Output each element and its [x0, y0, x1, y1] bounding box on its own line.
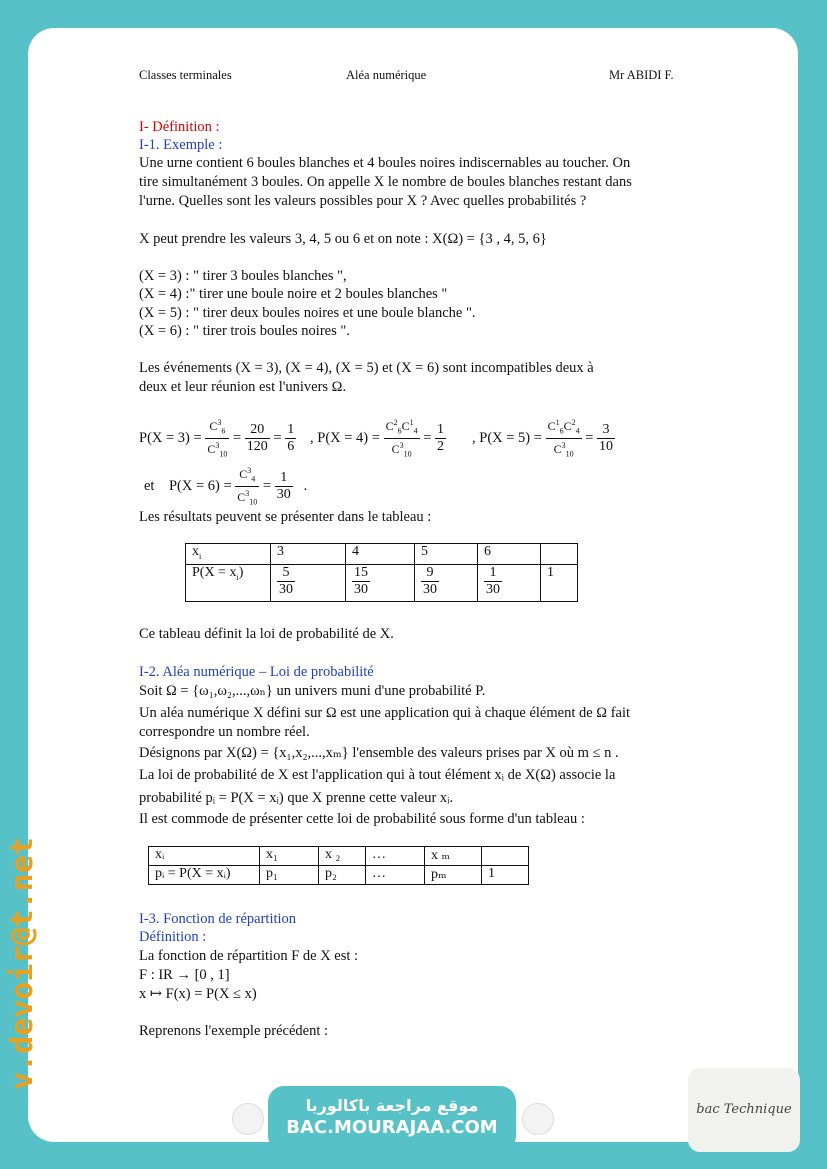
formula-p4-lhs: , P(X = 4) =	[310, 430, 380, 447]
table-cell: xᵢ	[149, 847, 260, 866]
formula-p6-lhs: P(X = 6) =	[168, 478, 232, 495]
header-author: Mr ABIDI F.	[609, 68, 674, 82]
table-cell	[482, 847, 529, 866]
table-cell: pᵢ = P(X = xᵢ)	[149, 866, 260, 885]
example-line-3: l'urne. Quelles sont les valeurs possibles pour X ? Avec quelles probabilités ?	[139, 193, 587, 209]
s3-line-1: La fonction de répartition F de X est :	[139, 948, 359, 964]
example-line-1: Une urne contient 6 boules blanches et 4 boules noires indiscernables au toucher. On	[139, 155, 631, 171]
formula-p5-lhs: , P(X = 5) =	[472, 430, 542, 447]
table-cell: …	[366, 866, 425, 885]
event-3: (X = 5) : " tirer deux boules noires et une boule blanche ".	[139, 305, 476, 321]
formula-p5: , P(X = 5) = $\frac{C^1_6C^2_4}{C^3_{10}}$ = $\frac{3}{10}$	[472, 416, 615, 462]
fraction: $\frac{C^3_4}{C^3_{10}}$	[237, 466, 258, 507]
table-cell: p₁	[260, 866, 319, 885]
s2-line-7: Il est commode de présenter cette loi de probabilité sous forme d'un tableau :	[139, 811, 585, 827]
s2-line-1: Soit Ω = {ω₁,ω₂,...,ωₙ} un univers muni d'une probabilité P.	[139, 683, 486, 699]
values-line: X peut prendre les valeurs 3, 4, 5 ou 6 et on note : X(Ω) = {3 , 4, 5, 6}	[139, 231, 547, 247]
fraction: $\frac{3}{10}$	[599, 422, 614, 455]
formula-p3: P(X = 3) = $\frac{C^3_6}{C^3_{10}}$ = $\frac{20}{120}$ = $\frac{1}{6}$	[139, 416, 296, 462]
formula-p3-lhs: P(X = 3) =	[139, 430, 202, 447]
fraction: $\frac{1}{30}$	[276, 470, 291, 503]
fraction: $\frac{C^2_6C^1_4}{C^3_{10}}$	[385, 418, 418, 459]
header-title: Aléa numérique	[346, 68, 427, 82]
table-cell: $P(X = x_i)$	[186, 565, 271, 602]
s2-line-4: Désignons par X(Ω) = {x₁,x₂,...,xₘ} l'ensemble des valeurs prises par X où m ≤ n .	[139, 745, 619, 761]
subsection-random-variable: I-2. Aléa numérique – Loi de probabilité	[139, 664, 374, 680]
table-cell: 1	[482, 866, 529, 885]
table-row	[149, 866, 529, 885]
formula-p4: , P(X = 4) = $\frac{C^2_6C^1_4}{C^3_{10}}$ = $\frac{1}{2}$	[310, 416, 446, 462]
fraction: $\frac{C^1_6C^2_4}{C^3_{10}}$	[547, 418, 580, 459]
right-logo-icon	[522, 1103, 554, 1135]
left-logo-icon	[232, 1103, 264, 1135]
table-row	[186, 544, 578, 565]
table-cell: pₘ	[425, 866, 482, 885]
s3-line-2: F : IR → [0 , 1]	[139, 967, 230, 983]
s3-line-4: Reprenons l'exemple précédent :	[139, 1023, 329, 1039]
s2-line-6: probabilité pᵢ = P(X = xᵢ) que X prenne cette valeur xᵢ.	[139, 790, 454, 806]
table-cell: $x_i$	[186, 544, 271, 565]
formula-p6-post: .	[303, 478, 308, 495]
incompat-line-2: deux et leur réunion est l'univers Ω.	[139, 379, 347, 395]
table-cell: p₂	[319, 866, 366, 885]
table-intro: Les résultats peuvent se présenter dans le tableau :	[139, 509, 432, 525]
bac-technique-badge: bac Technique	[688, 1068, 800, 1152]
event-4: (X = 6) : " tirer trois boules noires ".	[139, 323, 350, 339]
incompat-line-1: Les événements (X = 3), (X = 4), (X = 5) et (X = 6) sont incompatibles deux à	[139, 360, 594, 376]
table-cell: $\frac{5}{30}$	[271, 565, 346, 602]
table-row	[149, 847, 529, 866]
example-line-2: tire simultanément 3 boules. On appelle X le nombre de boules blanches restant dans	[139, 174, 632, 190]
fraction: $\frac{20}{120}$	[246, 422, 268, 455]
side-watermark: v.devoir@t.net	[5, 837, 40, 1090]
fraction: $\frac{C^3_6}{C^3_{10}}$	[207, 418, 228, 459]
section-title: I- Définition :	[139, 119, 220, 135]
definition-label: Définition :	[139, 929, 207, 945]
s3-line-3: x ↦ F(x) = P(X ≤ x)	[139, 986, 257, 1002]
table-row	[186, 565, 578, 602]
table-cell: x₁	[260, 847, 319, 866]
fraction: $\frac{1}{2}$	[437, 422, 445, 455]
table-cell: 3	[271, 544, 346, 565]
table-cell	[541, 544, 578, 565]
table-cell: x ₂	[319, 847, 366, 866]
probability-table	[185, 543, 578, 602]
s2-line-3: correspondre un nombre réel.	[139, 724, 310, 740]
subsection-example: I-1. Exemple :	[139, 137, 223, 153]
table-cell: $\frac{9}{30}$	[415, 565, 478, 602]
formula-p6-pre: et	[144, 478, 155, 495]
table-cell: x ₘ	[425, 847, 482, 866]
law-table	[148, 846, 529, 885]
table-cell: $\frac{15}{30}$	[346, 565, 415, 602]
document-page	[28, 28, 798, 1142]
table-cell: 1	[541, 565, 578, 602]
banner-url: BAC.MOURAJAA.COM	[286, 1117, 498, 1138]
subsection-distribution-function: I-3. Fonction de répartition	[139, 911, 297, 927]
table-cell: …	[366, 847, 425, 866]
banner-arabic: موقع مراجعة باكالوريا	[305, 1096, 479, 1115]
event-1: (X = 3) : " tirer 3 boules blanches ",	[139, 268, 347, 284]
table-cell: 5	[415, 544, 478, 565]
table-outro: Ce tableau définit la loi de probabilité de X.	[139, 626, 394, 642]
formula-p6: et P(X = 6) = $\frac{C^3_4}{C^3_{10}}$ = $\frac{1}{30}$ .	[144, 464, 307, 510]
table-cell: 4	[346, 544, 415, 565]
s2-line-2: Un aléa numérique X défini sur Ω est une application qui à chaque élément de Ω fait	[139, 705, 631, 721]
header-class: Classes terminales	[139, 68, 232, 82]
s2-line-5: La loi de probabilité de X est l'application qui à tout élément xᵢ de X(Ω) associe la	[139, 767, 616, 783]
table-cell: 6	[478, 544, 541, 565]
table-cell: $\frac{1}{30}$	[478, 565, 541, 602]
fraction: $\frac{1}{6}$	[287, 422, 295, 455]
site-banner[interactable]	[268, 1086, 516, 1152]
event-2: (X = 4) :" tirer une boule noire et 2 boules blanches "	[139, 286, 448, 302]
